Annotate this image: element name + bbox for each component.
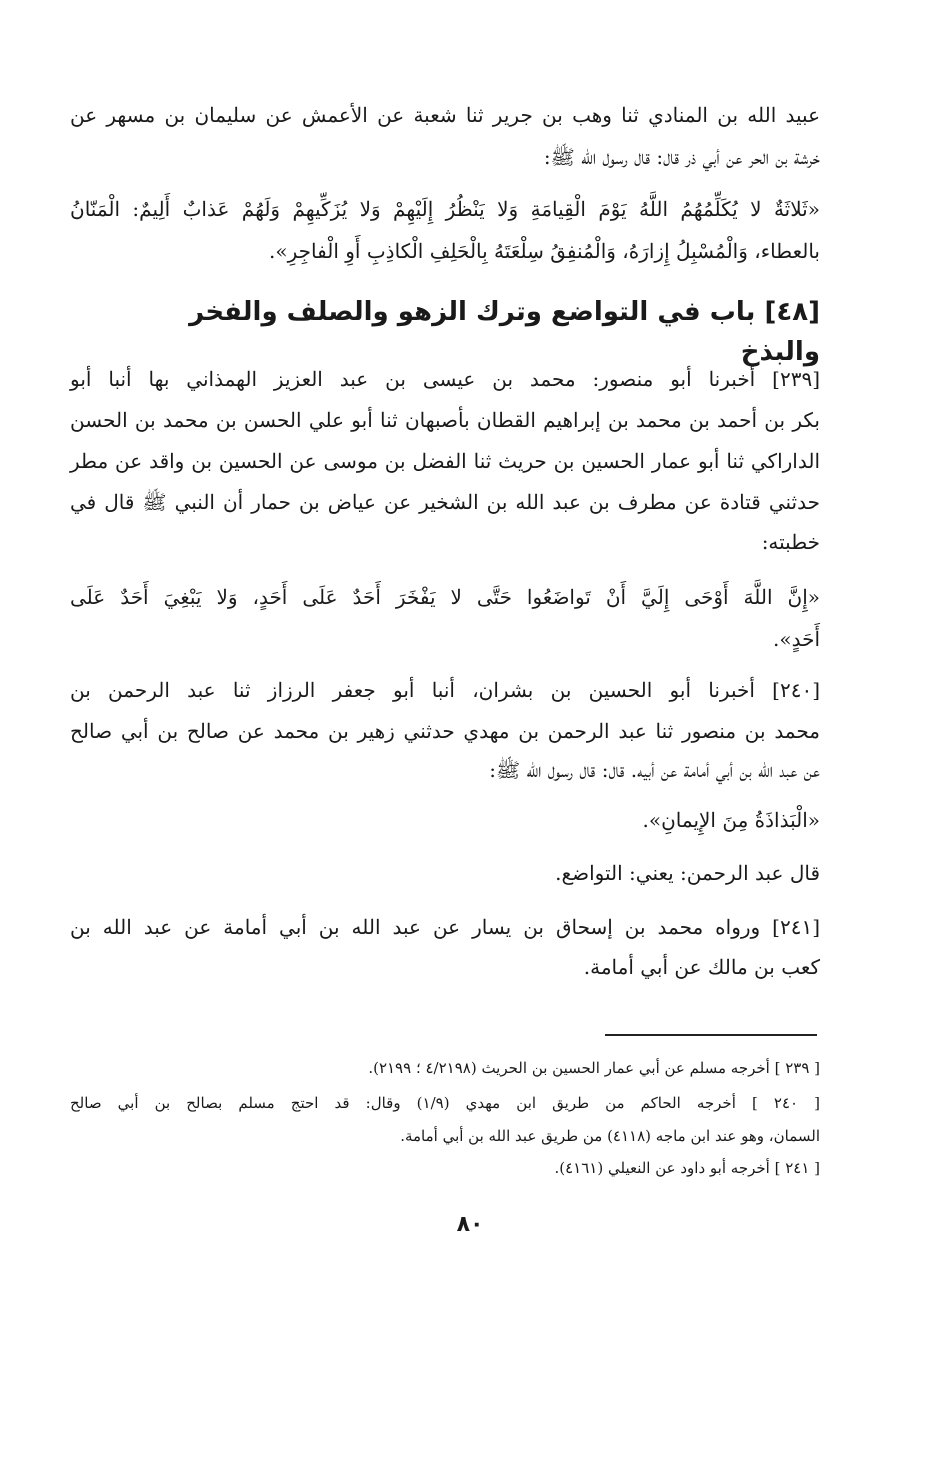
hadith-quote-line: أَحَدٍ». — [772, 627, 820, 651]
hadith-quote-line: بالعطاء، وَالْمُسْبِلُ إِزارَهُ، وَالْمُنفِقُ سِلْعَتَهُ بِالْحَلِفِ الْكاذِبِ أَوِ الْفاجِرِ». — [269, 239, 820, 263]
text-line: [٢٤٠] أخبرنا أبو الحسين بن بشران، أنبا أبو جعفر الرزاز ثنا عبد الرحمن بن — [70, 678, 820, 702]
footnote-line: [ ٢٤١ ] أخرجه أبو داود عن النعيلي (٤١٦١). — [554, 1159, 820, 1177]
text-line: الداراكي ثنا أبو عمار الحسين بن حريث ثنا الفضل بن موسى عن الحسين بن واقد عن مطر — [70, 449, 820, 473]
text-line: خرشة بن الحر عن أبي ذر قال: قال رسول الله ﷺ: — [543, 145, 820, 169]
text-line: عبيد الله بن المنادي ثنا وهب بن جرير ثنا شعبة عن الأعمش عن سليمان بن مسهر عن — [70, 103, 820, 127]
footnote-divider — [605, 1034, 817, 1036]
text-line: حدثني قتادة عن مطرف بن عبد الله بن الشخير عن عياض بن حمار أن النبي ﷺ قال في — [70, 490, 820, 514]
text-line: خطبته: — [761, 530, 820, 554]
chapter-heading: [٤٨] باب في التواضع وترك الزهو والصلف والفخر والبذخ — [189, 297, 820, 367]
text-line: عن عبد الله بن أبي أمامة عن أبيه. قال: قال رسول الله ﷺ: — [489, 758, 820, 782]
footnote-line: [ ٢٤٠ ] أخرجه الحاكم من طريق ابن مهدي (١/٩) وقال: قد احتج مسلم بصالح بن أبي صالح — [70, 1094, 821, 1112]
footnote-line: السمان، وهو عند ابن ماجه (٤١١٨) من طريق عبد الله بن أبي أمامة. — [400, 1127, 820, 1145]
text-line: كعب بن مالك عن أبي أمامة. — [583, 955, 820, 979]
hadith-quote-line: «ثَلاثَةٌ لا يُكَلِّمُهُمُ اللَّهُ يَوْمَ الْقِيامَةِ وَلا يَنْظُرُ إِلَيْهِمْ وَلا يُزَكِّيهِمْ وَلَهُمْ عَذابٌ أَلِيمٌ: الْمَنّانُ — [70, 197, 820, 221]
page-number: ٨٠ — [456, 1212, 484, 1237]
text-line: محمد بن منصور ثنا عبد الرحمن بن مهدي حدثني زهير بن محمد عن صالح بن أبي صالح — [70, 719, 820, 743]
hadith-quote-line: «الْبَذاذَةُ مِنَ الإِيمانِ». — [642, 808, 820, 832]
text-line: بكر بن أحمد بن محمد بن إبراهيم القطان بأصبهان ثنا أبو علي الحسن بن محمد بن الحسن — [70, 408, 820, 432]
text-line: قال عبد الرحمن: يعني: التواضع. — [555, 861, 820, 885]
text-line: [٢٣٩] أخبرنا أبو منصور: محمد بن عيسى بن عبد العزيز الهمذاني بها أنبا أبو — [70, 367, 820, 391]
footnote-line: [ ٢٣٩ ] أخرجه مسلم عن أبي عمار الحسين بن الحريث (٤/٢١٩٨ ؛ ٢١٩٩). — [368, 1059, 820, 1077]
text-line: [٢٤١] ورواه محمد بن إسحاق بن يسار عن عبد الله بن أبي أمامة عن عبد الله بن — [70, 915, 820, 939]
hadith-quote-line: «إِنَّ اللَّهَ أَوْحَى إِلَيَّ أَنْ تَواضَعُوا حَتَّى لا يَفْخَرَ أَحَدٌ عَلَى أَحَدٍ، وَلا يَبْغِيَ أَحَدٌ عَلَى — [70, 585, 820, 609]
